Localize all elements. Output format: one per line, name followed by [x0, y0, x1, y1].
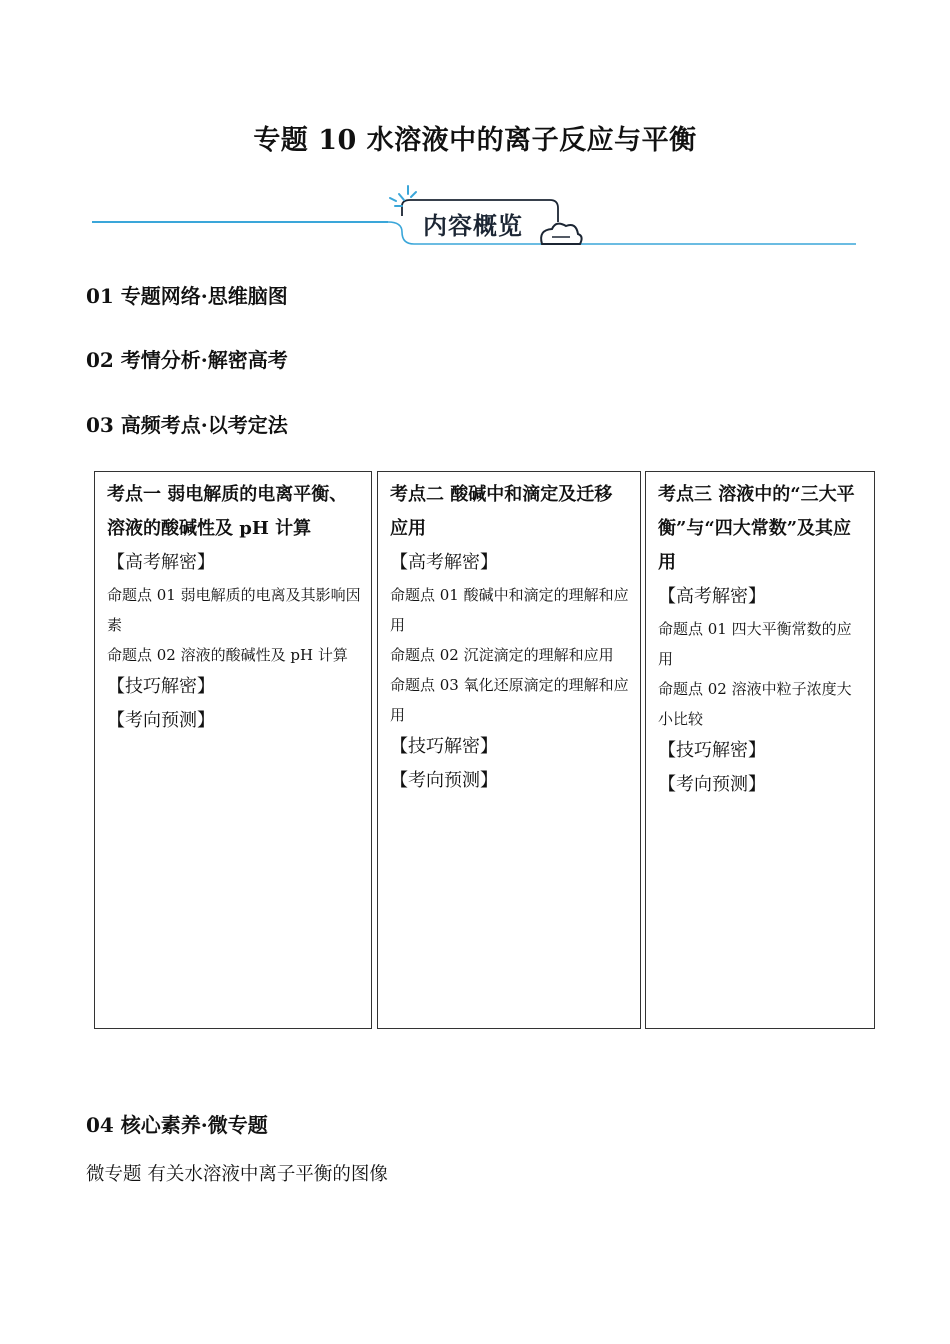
section-01-heading: 01 专题网络·思维脑图	[86, 284, 288, 308]
proposition-item: 命题点 03 氧化还原滴定的理解和应用	[390, 676, 629, 724]
gaokao-label: 【高考解密】	[107, 552, 215, 573]
section-04-heading: 04 核心素养·微专题	[86, 1113, 268, 1137]
kaoxiang-label: 【考向预测】	[107, 710, 215, 731]
topic-heading: 考点三 溶液中的“三大平衡”与“四大常数”及其应用	[658, 484, 855, 573]
jiqiao-label: 【技巧解密】	[658, 740, 766, 761]
topic-box-1	[94, 471, 372, 1029]
banner-label: 内容概览	[423, 212, 523, 240]
proposition-item: 命题点 01 酸碱中和滴定的理解和应用	[390, 586, 629, 634]
section-03-heading: 03 高频考点·以考定法	[86, 413, 288, 437]
proposition-item: 命题点 02 溶液的酸碱性及 pH 计算	[107, 646, 348, 664]
jiqiao-label: 【技巧解密】	[107, 676, 215, 697]
proposition-item: 命题点 01 弱电解质的电离及其影响因素	[107, 586, 361, 634]
cloud-icon	[541, 224, 581, 244]
page-title: 专题 10 水溶液中的离子反应与平衡	[253, 125, 697, 156]
proposition-item: 命题点 01 四大平衡常数的应用	[658, 620, 852, 668]
content-overview-banner	[90, 182, 860, 252]
kaoxiang-label: 【考向预测】	[658, 774, 766, 795]
topic-heading: 考点二 酸碱中和滴定及迁移应用	[390, 484, 613, 539]
jiqiao-label: 【技巧解密】	[390, 736, 498, 757]
kaoxiang-label: 【考向预测】	[390, 770, 498, 791]
proposition-item: 命题点 02 溶液中粒子浓度大小比较	[658, 680, 852, 728]
micro-topic-text: 微专题 有关水溶液中离子平衡的图像	[86, 1164, 388, 1185]
proposition-item: 命题点 02 沉淀滴定的理解和应用	[390, 646, 614, 664]
gaokao-label: 【高考解密】	[658, 586, 766, 607]
topic-box-2	[377, 471, 641, 1029]
gaokao-label: 【高考解密】	[390, 552, 498, 573]
topic-box-3	[645, 471, 875, 1029]
topic-heading: 考点一 弱电解质的电离平衡、溶液的酸碱性及 pH 计算	[107, 484, 348, 539]
section-02-heading: 02 考情分析·解密高考	[86, 348, 288, 372]
